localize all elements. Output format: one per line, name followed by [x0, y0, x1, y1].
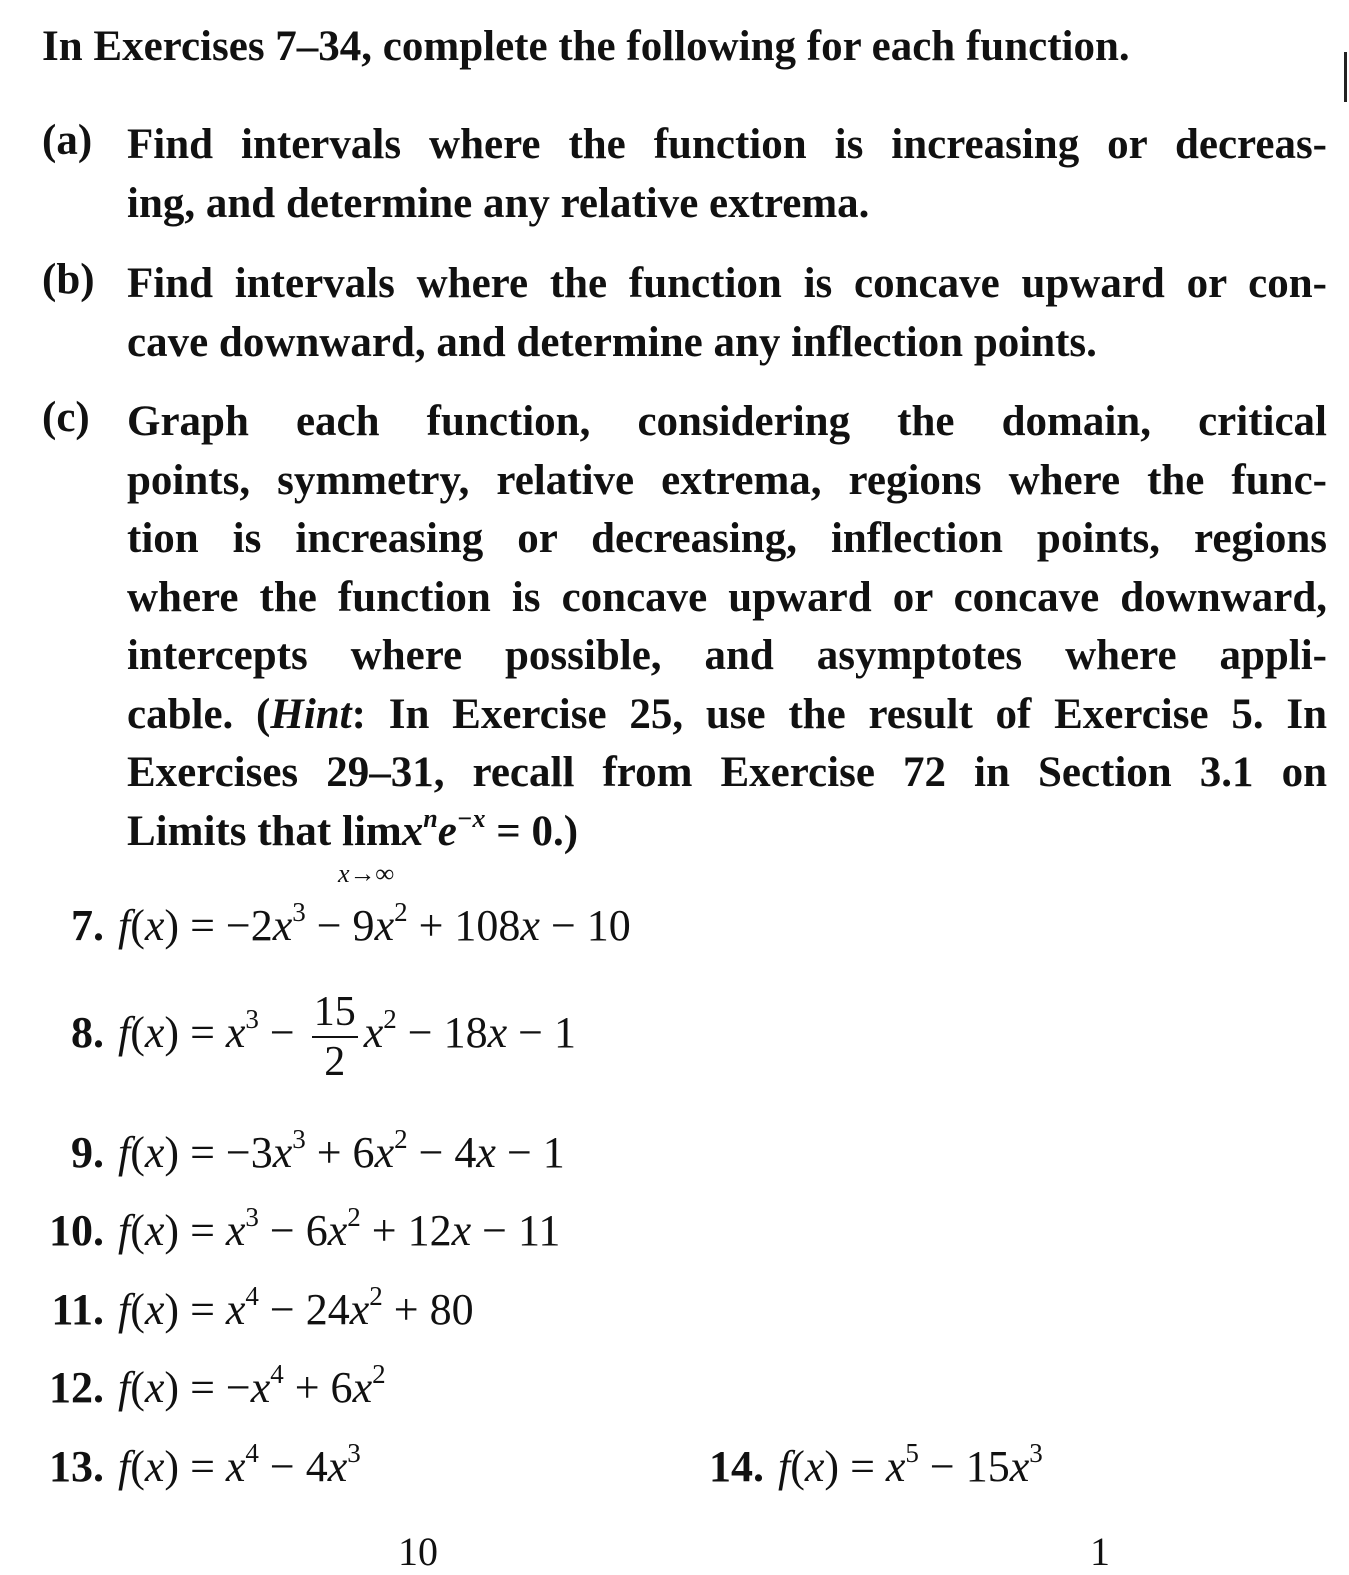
page-edge-mark	[1344, 52, 1347, 102]
exercise-7-number: 7.	[71, 901, 104, 950]
exercise-9-number: 9.	[71, 1128, 104, 1177]
exercise-14	[702, 1438, 1043, 1492]
limit-subscript: x→∞	[338, 858, 395, 888]
part-c-line-4: where the function is concave upward or concave downward,	[127, 573, 1327, 621]
part-c-line-7: Exercises 29–31, recall from Exercise 72 in Section 3.1 on	[127, 749, 1327, 796]
exercise-7-formula: $f(x) = -2x^3 - 9x^2 + 108x - 10$	[118, 897, 631, 950]
limit-expression: $x^ne^{-x}$	[401, 803, 486, 855]
exercise-11-number: 11.	[51, 1285, 104, 1334]
part-a-line-1: Find intervals where the function is increasing or decreas-	[127, 121, 1327, 168]
exercise-11-formula: $f(x) = x^4 - 24x^2 + 80$	[118, 1281, 474, 1334]
exercise-11	[42, 1281, 474, 1335]
hint-word: Hint	[270, 690, 352, 738]
part-c-line-1: Graph each function, considering the domain, critical	[127, 398, 1327, 445]
part-a-label: (a)	[42, 117, 93, 164]
part-b-line-1: Find intervals where the function is concave upward or con-	[127, 260, 1327, 307]
exercise-8	[42, 988, 576, 1086]
exercise-8-formula: $f(x) = x^3$ − $\frac{15}{2}$ $x^2 - 18x - 1$	[118, 989, 576, 1085]
part-c-line-2: points, symmetry, relative extrema, regions where the func-	[127, 456, 1327, 504]
part-c-label: (c)	[42, 394, 90, 441]
part-b-label: (b)	[42, 256, 95, 303]
limit-operator: lim x→∞	[342, 803, 402, 862]
exercise-14-number: 14.	[709, 1442, 764, 1491]
cutoff-fragment-left: 10	[398, 1529, 438, 1574]
exercise-13	[42, 1438, 361, 1492]
exercise-14-formula: $f(x) = x^5 - 15x^3$	[778, 1438, 1043, 1491]
exercise-12-number: 12.	[49, 1363, 104, 1412]
part-c-line-6: cable. (Hint: In Exercise 25, use the result of Exercise 5. In	[127, 690, 1327, 738]
intro-text: In Exercises 7–34, complete the following for each function.	[42, 23, 1130, 70]
part-a	[42, 116, 1327, 233]
exercise-10-formula: $f(x) = x^3 - 6x^2 + 12x - 11$	[118, 1202, 561, 1255]
part-b	[42, 255, 1327, 372]
exercise-9	[42, 1124, 565, 1178]
cutoff-fragment-right: 1	[1090, 1529, 1110, 1574]
exercise-7	[42, 897, 631, 951]
exercise-9-formula: $f(x) = -3x^3 + 6x^2 - 4x - 1$	[118, 1124, 565, 1177]
exercise-12	[42, 1359, 386, 1413]
part-c-line-3: tion is increasing or decreasing, inflection points, regions	[127, 515, 1327, 562]
fraction-15-over-2: $\frac{15}{2}$	[313, 989, 356, 1085]
part-a-line-2: ing, and determine any relative extrema.	[127, 179, 870, 227]
part-c-line-5: intercepts where possible, and asymptotes where appli-	[127, 632, 1327, 679]
exercise-8-number: 8.	[71, 1008, 104, 1058]
part-c-line-8: Limits that lim x→∞ $x^ne^{-x} = 0$.)	[127, 803, 1327, 862]
exercise-12-formula: $f(x) = -x^4 + 6x^2$	[118, 1359, 386, 1412]
part-c	[42, 393, 1327, 888]
exercise-13-number: 13.	[49, 1442, 104, 1491]
exercise-10	[42, 1202, 561, 1256]
exercise-13-formula: $f(x) = x^4 - 4x^3$	[118, 1438, 361, 1491]
part-b-line-2: cave downward, and determine any inflection points.	[127, 318, 1097, 366]
exercise-10-number: 10.	[49, 1206, 104, 1255]
